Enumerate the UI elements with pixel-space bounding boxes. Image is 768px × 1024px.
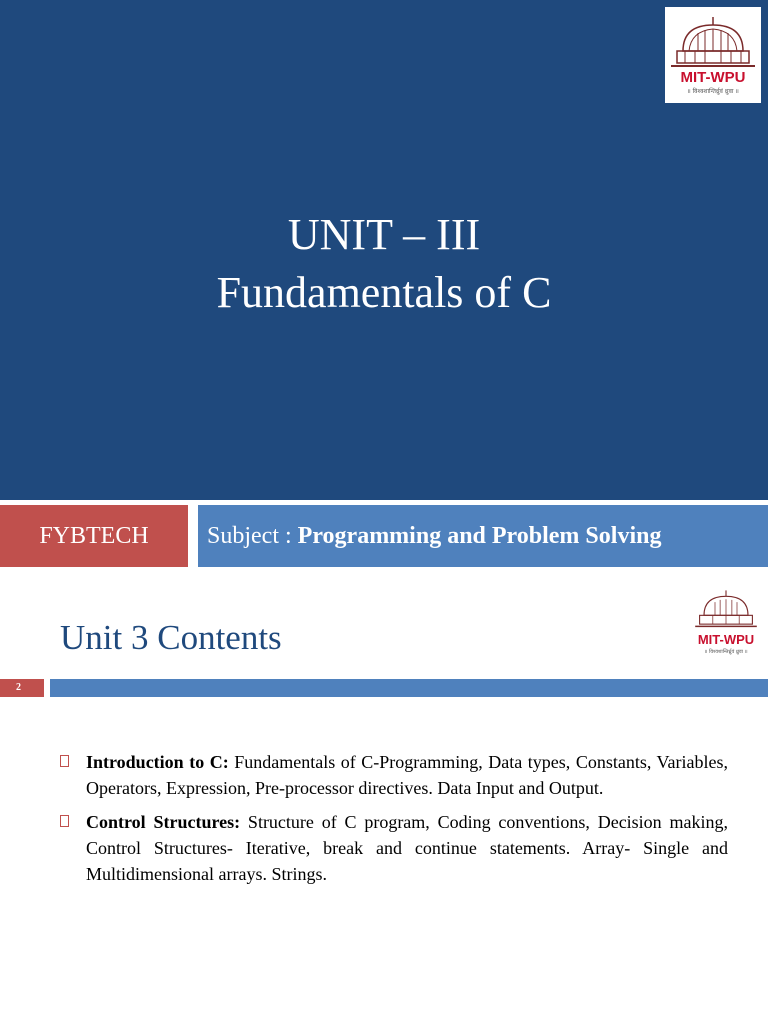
unit-subtitle: Fundamentals of C <box>216 268 552 317</box>
logo-name: MIT-WPU <box>680 69 746 86</box>
item-text: Fundamentals of C-Programming, Data types, Constants, Variables, Operators, Expression, Pre-processor directives. Data Input and Output. <box>86 752 728 798</box>
contents-list <box>60 749 728 895</box>
title-slide <box>0 0 768 500</box>
bullet-icon <box>60 815 69 827</box>
mit-wpu-logo-small <box>684 586 768 662</box>
subject-name: Programming and Problem Solving <box>297 523 662 549</box>
list-item <box>60 809 728 887</box>
title-divider-bar <box>50 679 768 697</box>
mit-wpu-logo <box>665 7 761 103</box>
logo-tagline: ॥ विश्वशान्तिर्ध्रुवं ध्रुवा ॥ <box>687 88 739 95</box>
list-item <box>60 749 728 801</box>
bullet-icon <box>60 755 69 767</box>
item-heading: Control Structures: <box>86 812 241 832</box>
slide-title <box>0 206 768 322</box>
dome-icon <box>665 11 761 71</box>
course-label: FYBTECH <box>0 505 188 567</box>
contents-title: Unit 3 Contents <box>60 618 282 657</box>
item-text: Structure of C program, Coding conventions, Decision making, Control Structures- Iterative, break and continue statements. Array- Single and Multidimensional arrays. Strings. <box>86 812 728 884</box>
logo-tagline: ॥ विश्वशान्तिर्ध्रुवं ध्रुवा ॥ <box>704 649 748 655</box>
item-heading: Introduction to C: <box>86 752 229 772</box>
logo-name: MIT-WPU <box>697 632 755 647</box>
subject-prefix: Subject : <box>207 523 298 549</box>
subject-banner <box>198 505 768 567</box>
page-number: 2 <box>0 679 44 697</box>
dome-icon <box>684 586 768 630</box>
unit-title: UNIT – III <box>287 210 481 259</box>
